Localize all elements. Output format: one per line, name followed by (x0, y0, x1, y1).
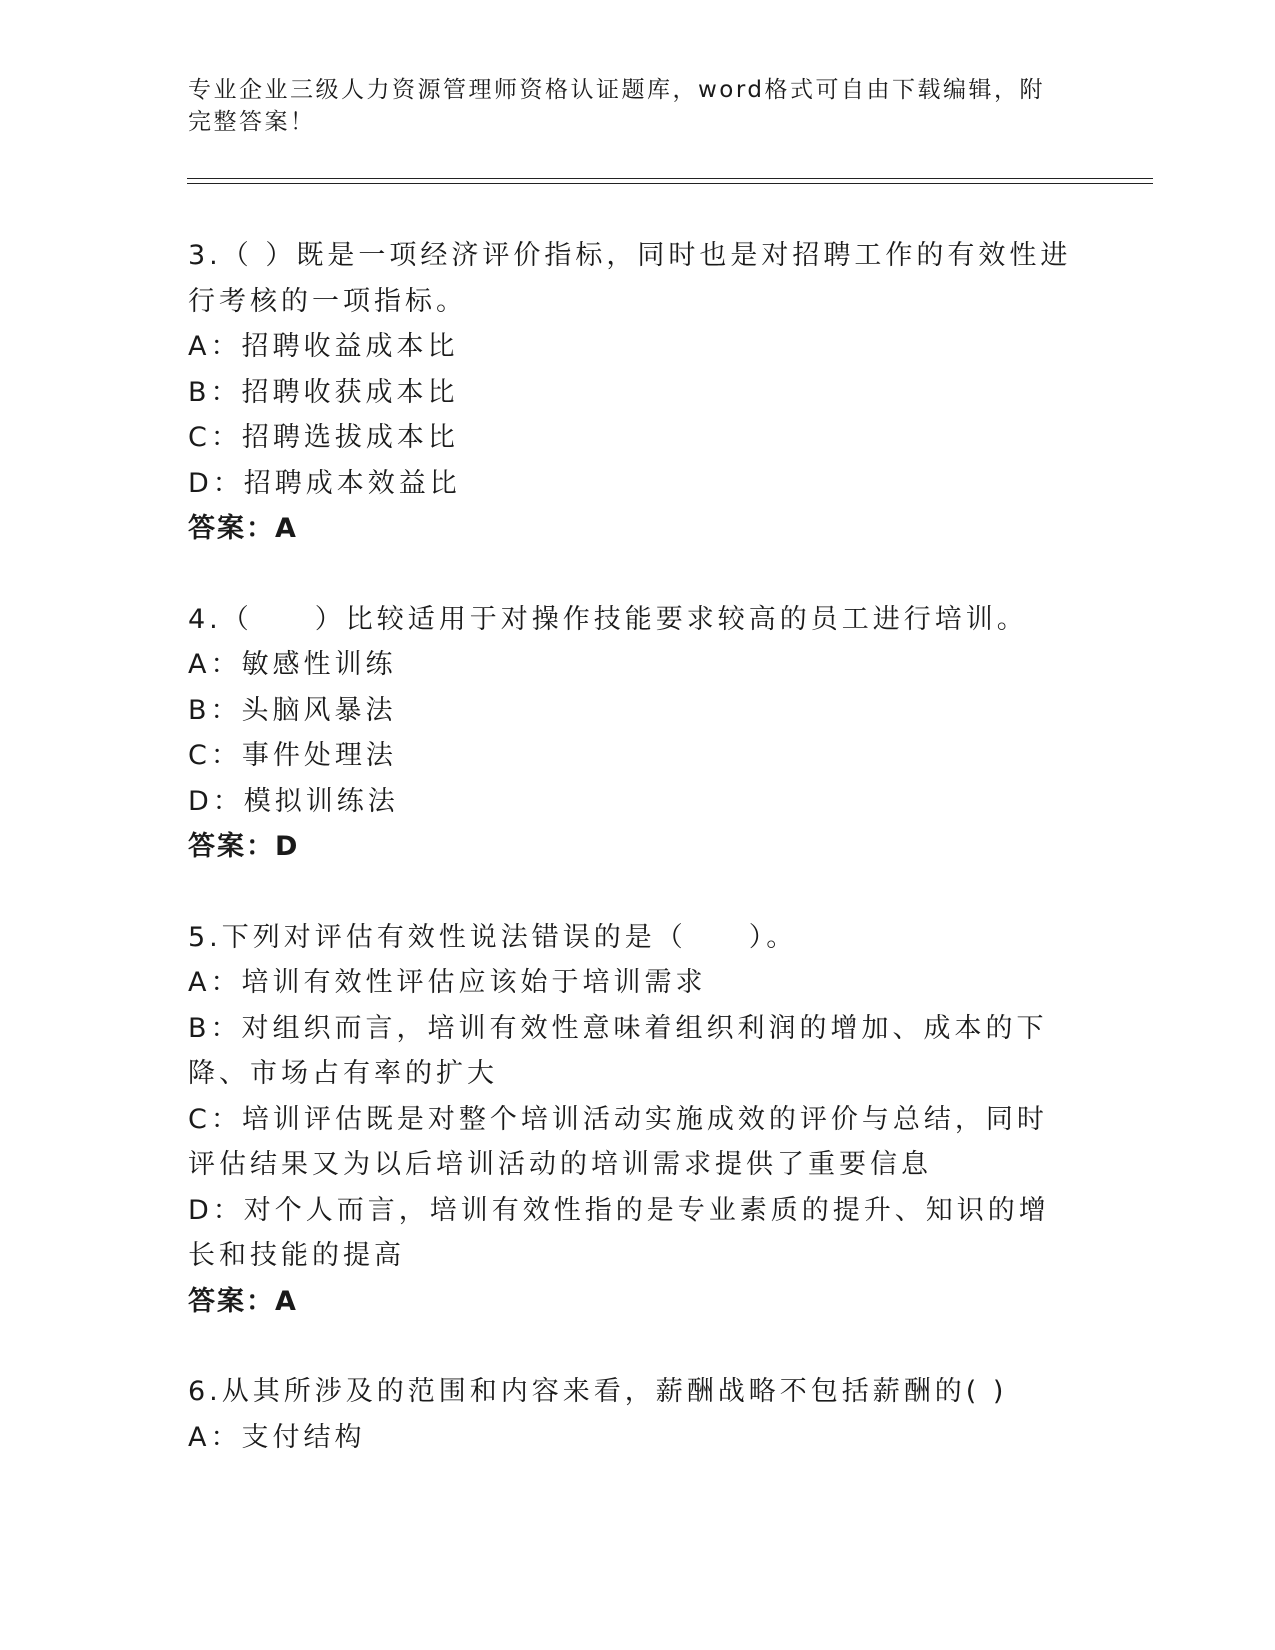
option-b: B：对组织而言，培训有效性意味着组织利润的增加、成本的下降、市场占有率的扩大 (188, 1012, 1048, 1089)
option-d: D：招聘成本效益比 (188, 467, 461, 499)
option-c: C：培训评估既是对整个培训活动实施成效的评价与总结，同时评估结果又为以后培训活动的培训需求提供了重要信息 (188, 1103, 1048, 1180)
option-a: A：敏感性训练 (188, 649, 397, 680)
answer-label: 答案：A (188, 1285, 298, 1317)
answer-label: 答案：D (188, 831, 300, 862)
option-a: A：支付结构 (188, 1421, 366, 1453)
question-3 (188, 233, 1073, 552)
option-b: B：头脑风暴法 (188, 694, 397, 726)
question-stem: 5.下列对评估有效性说法错误的是（ ）。 (188, 921, 798, 953)
header-divider-top (187, 178, 1153, 179)
question-stem: 3.（ ）既是一项经济评价指标，同时也是对招聘工作的有效性进行考核的一项指标。 (188, 240, 1072, 317)
option-b: B：招聘收获成本比 (188, 376, 459, 408)
question-stem: 4.（ ）比较适用于对操作技能要求较高的员工进行培训。 (188, 603, 1028, 635)
question-stem: 6.从其所涉及的范围和内容来看，薪酬战略不包括薪酬的( ) (188, 1376, 1008, 1407)
option-a: A：招聘收益成本比 (188, 331, 459, 362)
option-d: D：对个人而言，培训有效性指的是专业素质的提升、知识的增长和技能的提高 (188, 1194, 1050, 1271)
document-header: 专业企业三级人力资源管理师资格认证题库，word格式可自由下载编辑，附完整答案！ (188, 77, 1046, 135)
answer-label: 答案：A (188, 513, 298, 544)
option-d: D：模拟训练法 (188, 785, 399, 817)
question-4 (188, 597, 1073, 870)
option-c: C：事件处理法 (188, 740, 397, 771)
question-5 (188, 915, 1073, 1325)
option-a: A：培训有效性评估应该始于培训需求 (188, 967, 707, 998)
question-6 (188, 1369, 1073, 1460)
question-list (188, 233, 1073, 1460)
option-c: C：招聘选拔成本比 (188, 422, 459, 453)
header-divider-bottom (187, 183, 1153, 184)
